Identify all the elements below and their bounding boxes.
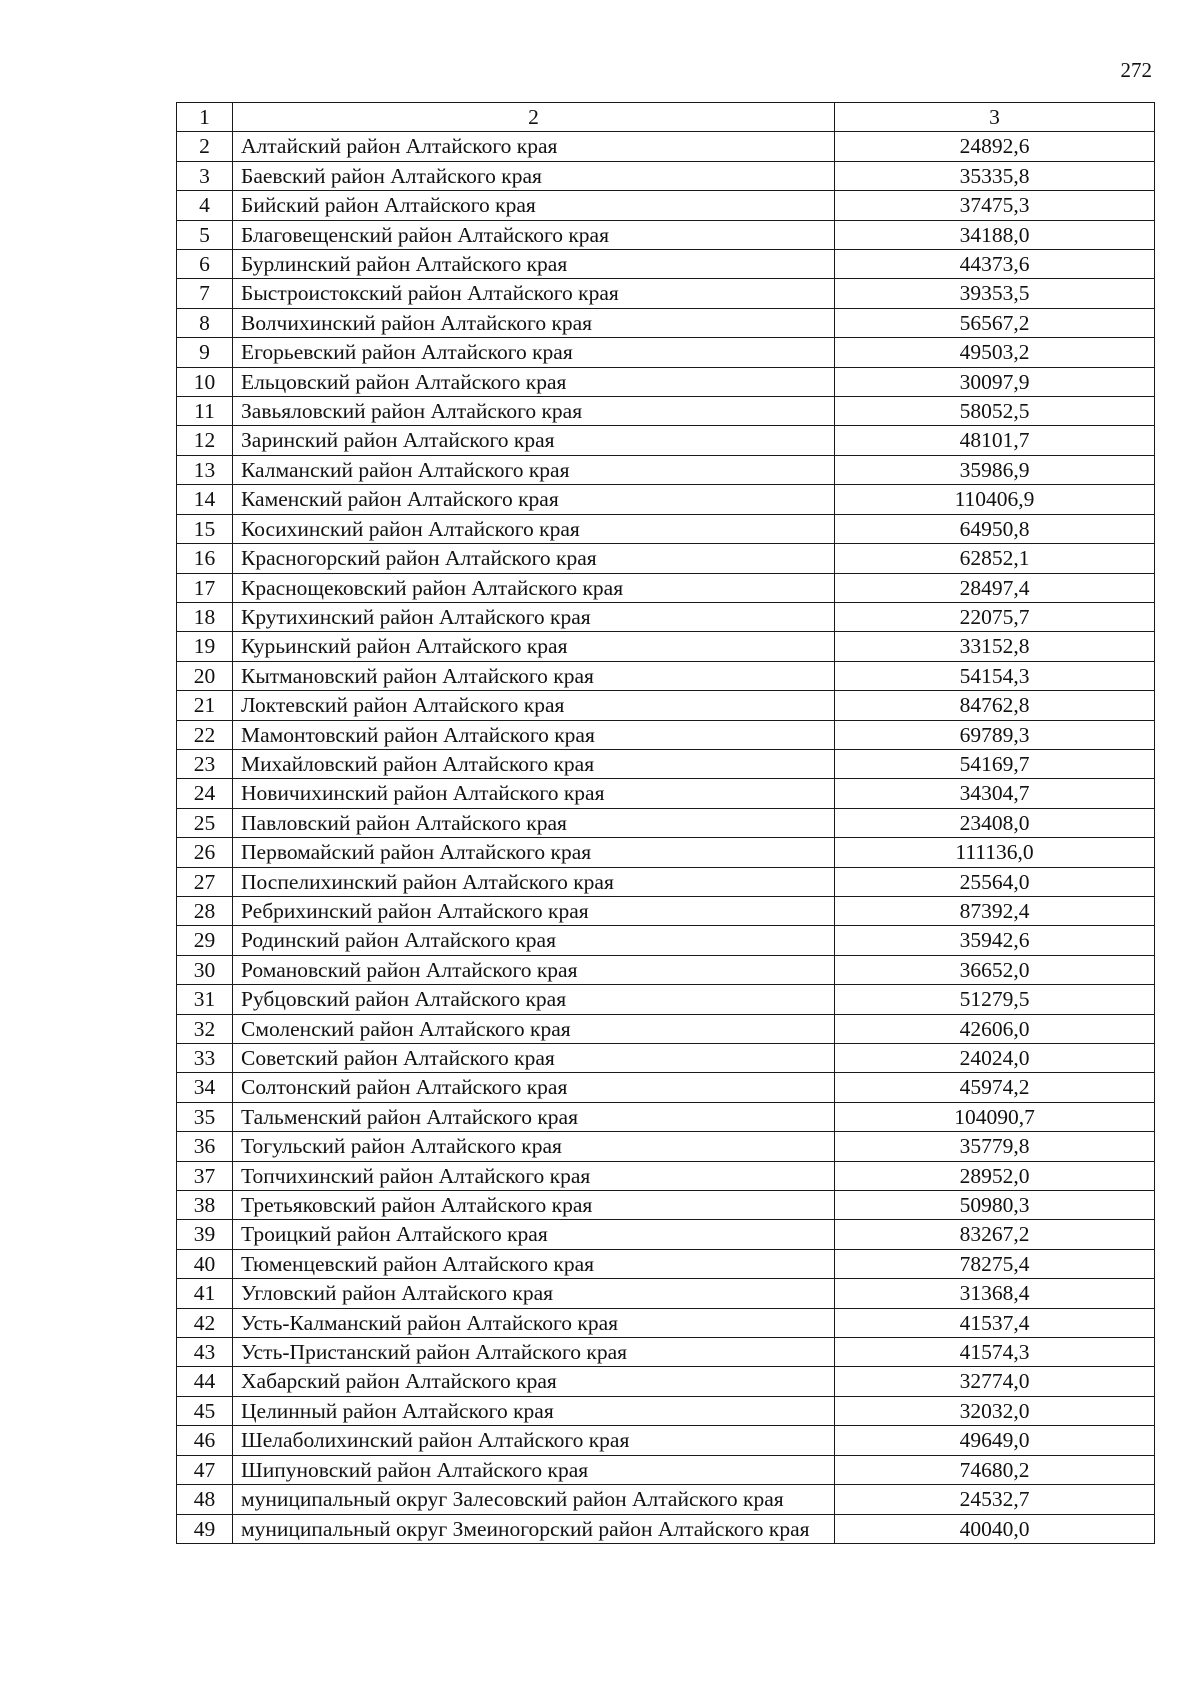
row-number: 48 <box>177 1485 233 1514</box>
header-col-1: 1 <box>177 103 233 132</box>
district-name: муниципальный округ Змеиногорский район Алтайского края <box>233 1514 835 1543</box>
table-row <box>177 1367 1155 1396</box>
district-name: Завьяловский район Алтайского края <box>233 397 835 426</box>
district-value: 110406,9 <box>835 485 1155 514</box>
table-row <box>177 514 1155 543</box>
row-number: 36 <box>177 1132 233 1161</box>
district-value: 39353,5 <box>835 279 1155 308</box>
row-number: 44 <box>177 1367 233 1396</box>
district-name: Красногорский район Алтайского края <box>233 544 835 573</box>
district-name: Первомайский район Алтайского края <box>233 838 835 867</box>
row-number: 20 <box>177 661 233 690</box>
table-row <box>177 1338 1155 1367</box>
district-value: 104090,7 <box>835 1102 1155 1131</box>
district-name: Угловский район Алтайского края <box>233 1279 835 1308</box>
district-value: 24024,0 <box>835 1044 1155 1073</box>
row-number: 23 <box>177 749 233 778</box>
row-number: 13 <box>177 455 233 484</box>
table-header-row <box>177 103 1155 132</box>
row-number: 21 <box>177 691 233 720</box>
district-name: Егорьевский район Алтайского края <box>233 338 835 367</box>
district-name: Баевский район Алтайского края <box>233 161 835 190</box>
table-row <box>177 1249 1155 1278</box>
row-number: 32 <box>177 1014 233 1043</box>
row-number: 37 <box>177 1161 233 1190</box>
row-number: 34 <box>177 1073 233 1102</box>
row-number: 12 <box>177 426 233 455</box>
row-number: 39 <box>177 1220 233 1249</box>
table-row <box>177 1073 1155 1102</box>
row-number: 18 <box>177 602 233 631</box>
district-value: 35335,8 <box>835 161 1155 190</box>
district-value: 25564,0 <box>835 867 1155 896</box>
district-name: Калманский район Алтайского края <box>233 455 835 484</box>
table-row <box>177 1396 1155 1425</box>
row-number: 38 <box>177 1191 233 1220</box>
table-row <box>177 573 1155 602</box>
table-row <box>177 602 1155 631</box>
district-name: Быстроистокский район Алтайского края <box>233 279 835 308</box>
table-row <box>177 1514 1155 1543</box>
row-number: 31 <box>177 985 233 1014</box>
district-name: Советский район Алтайского края <box>233 1044 835 1073</box>
table-row <box>177 1132 1155 1161</box>
district-value: 64950,8 <box>835 514 1155 543</box>
district-value: 62852,1 <box>835 544 1155 573</box>
page-number: 272 <box>1120 58 1152 82</box>
table-row <box>177 1220 1155 1249</box>
row-number: 33 <box>177 1044 233 1073</box>
table-row <box>177 220 1155 249</box>
row-number: 14 <box>177 485 233 514</box>
row-number: 17 <box>177 573 233 602</box>
table-row <box>177 397 1155 426</box>
district-name: Топчихинский район Алтайского края <box>233 1161 835 1190</box>
table-body <box>177 103 1155 1544</box>
district-name: Ельцовский район Алтайского края <box>233 367 835 396</box>
table-row <box>177 1279 1155 1308</box>
district-name: Крутихинский район Алтайского края <box>233 602 835 631</box>
row-number: 4 <box>177 191 233 220</box>
district-value: 35779,8 <box>835 1132 1155 1161</box>
data-table <box>176 102 1155 1544</box>
district-value: 44373,6 <box>835 250 1155 279</box>
district-value: 40040,0 <box>835 1514 1155 1543</box>
district-name: Бийский район Алтайского края <box>233 191 835 220</box>
row-number: 10 <box>177 367 233 396</box>
header-col-2: 2 <box>233 103 835 132</box>
table-row <box>177 1161 1155 1190</box>
district-name: Павловский район Алтайского края <box>233 808 835 837</box>
table-row <box>177 426 1155 455</box>
district-name: Романовский район Алтайского края <box>233 955 835 984</box>
row-number: 28 <box>177 896 233 925</box>
district-value: 74680,2 <box>835 1455 1155 1484</box>
district-name: Троицкий район Алтайского края <box>233 1220 835 1249</box>
table-row <box>177 132 1155 161</box>
district-value: 24892,6 <box>835 132 1155 161</box>
district-value: 28497,4 <box>835 573 1155 602</box>
district-name: Тальменский район Алтайского края <box>233 1102 835 1131</box>
district-value: 56567,2 <box>835 308 1155 337</box>
row-number: 3 <box>177 161 233 190</box>
district-value: 48101,7 <box>835 426 1155 455</box>
row-number: 24 <box>177 779 233 808</box>
district-name: Локтевский район Алтайского края <box>233 691 835 720</box>
row-number: 27 <box>177 867 233 896</box>
row-number: 49 <box>177 1514 233 1543</box>
district-name: Усть-Калманский район Алтайского края <box>233 1308 835 1337</box>
table-row <box>177 779 1155 808</box>
table-row <box>177 1014 1155 1043</box>
district-value: 34304,7 <box>835 779 1155 808</box>
district-value: 41574,3 <box>835 1338 1155 1367</box>
district-value: 22075,7 <box>835 602 1155 631</box>
header-col-3: 3 <box>835 103 1155 132</box>
table-row <box>177 720 1155 749</box>
district-value: 45974,2 <box>835 1073 1155 1102</box>
district-value: 28952,0 <box>835 1161 1155 1190</box>
district-name: Курьинский район Алтайского края <box>233 632 835 661</box>
district-value: 36652,0 <box>835 955 1155 984</box>
district-value: 69789,3 <box>835 720 1155 749</box>
table-row <box>177 1191 1155 1220</box>
row-number: 7 <box>177 279 233 308</box>
district-value: 54154,3 <box>835 661 1155 690</box>
district-name: Рубцовский район Алтайского края <box>233 985 835 1014</box>
table-row <box>177 1426 1155 1455</box>
district-name: Кытмановский район Алтайского края <box>233 661 835 690</box>
row-number: 25 <box>177 808 233 837</box>
district-value: 33152,8 <box>835 632 1155 661</box>
district-name: Поспелихинский район Алтайского края <box>233 867 835 896</box>
row-number: 40 <box>177 1249 233 1278</box>
row-number: 9 <box>177 338 233 367</box>
table-row <box>177 367 1155 396</box>
district-name: Хабарский район Алтайского края <box>233 1367 835 1396</box>
district-value: 49503,2 <box>835 338 1155 367</box>
table-row <box>177 661 1155 690</box>
district-value: 87392,4 <box>835 896 1155 925</box>
district-name: Родинский район Алтайского края <box>233 926 835 955</box>
row-number: 47 <box>177 1455 233 1484</box>
table-row <box>177 338 1155 367</box>
district-name: Бурлинский район Алтайского края <box>233 250 835 279</box>
table-row <box>177 691 1155 720</box>
row-number: 2 <box>177 132 233 161</box>
district-name: Каменский район Алтайского края <box>233 485 835 514</box>
table-row <box>177 308 1155 337</box>
district-name: Шипуновский район Алтайского края <box>233 1455 835 1484</box>
table-row <box>177 161 1155 190</box>
district-value: 35942,6 <box>835 926 1155 955</box>
district-value: 42606,0 <box>835 1014 1155 1043</box>
district-value: 54169,7 <box>835 749 1155 778</box>
district-value: 23408,0 <box>835 808 1155 837</box>
row-number: 46 <box>177 1426 233 1455</box>
table-row <box>177 1102 1155 1131</box>
table-row <box>177 485 1155 514</box>
row-number: 22 <box>177 720 233 749</box>
district-name: муниципальный округ Залесовский район Алтайского края <box>233 1485 835 1514</box>
district-value: 35986,9 <box>835 455 1155 484</box>
table-row <box>177 985 1155 1014</box>
row-number: 35 <box>177 1102 233 1131</box>
table-row <box>177 544 1155 573</box>
row-number: 26 <box>177 838 233 867</box>
row-number: 30 <box>177 955 233 984</box>
row-number: 5 <box>177 220 233 249</box>
district-value: 32774,0 <box>835 1367 1155 1396</box>
district-name: Благовещенский район Алтайского края <box>233 220 835 249</box>
district-value: 83267,2 <box>835 1220 1155 1249</box>
district-name: Усть-Пристанский район Алтайского края <box>233 1338 835 1367</box>
district-name: Третьяковский район Алтайского края <box>233 1191 835 1220</box>
district-value: 31368,4 <box>835 1279 1155 1308</box>
row-number: 11 <box>177 397 233 426</box>
district-name: Заринский район Алтайского края <box>233 426 835 455</box>
table-row <box>177 455 1155 484</box>
district-value: 111136,0 <box>835 838 1155 867</box>
district-value: 49649,0 <box>835 1426 1155 1455</box>
row-number: 16 <box>177 544 233 573</box>
district-name: Михайловский район Алтайского края <box>233 749 835 778</box>
table-row <box>177 1455 1155 1484</box>
table-row <box>177 1044 1155 1073</box>
district-value: 32032,0 <box>835 1396 1155 1425</box>
district-name: Косихинский район Алтайского края <box>233 514 835 543</box>
table-row <box>177 191 1155 220</box>
district-value: 30097,9 <box>835 367 1155 396</box>
district-value: 84762,8 <box>835 691 1155 720</box>
district-name: Ребрихинский район Алтайского края <box>233 896 835 925</box>
district-name: Волчихинский район Алтайского края <box>233 308 835 337</box>
table-row <box>177 279 1155 308</box>
district-name: Шелаболихинский район Алтайского края <box>233 1426 835 1455</box>
district-value: 37475,3 <box>835 191 1155 220</box>
district-name: Краснощековский район Алтайского края <box>233 573 835 602</box>
district-name: Целинный район Алтайского края <box>233 1396 835 1425</box>
district-value: 24532,7 <box>835 1485 1155 1514</box>
row-number: 19 <box>177 632 233 661</box>
district-value: 41537,4 <box>835 1308 1155 1337</box>
row-number: 8 <box>177 308 233 337</box>
table-row <box>177 955 1155 984</box>
row-number: 43 <box>177 1338 233 1367</box>
row-number: 29 <box>177 926 233 955</box>
district-name: Мамонтовский район Алтайского края <box>233 720 835 749</box>
district-value: 78275,4 <box>835 1249 1155 1278</box>
district-name: Тогульский район Алтайского края <box>233 1132 835 1161</box>
district-value: 51279,5 <box>835 985 1155 1014</box>
district-name: Алтайский район Алтайского края <box>233 132 835 161</box>
table-row <box>177 250 1155 279</box>
table-row <box>177 749 1155 778</box>
table-row <box>177 926 1155 955</box>
table-row <box>177 808 1155 837</box>
table-row <box>177 1308 1155 1337</box>
row-number: 42 <box>177 1308 233 1337</box>
row-number: 15 <box>177 514 233 543</box>
district-value: 50980,3 <box>835 1191 1155 1220</box>
district-value: 58052,5 <box>835 397 1155 426</box>
table-row <box>177 632 1155 661</box>
row-number: 45 <box>177 1396 233 1425</box>
table-row <box>177 896 1155 925</box>
table-row <box>177 838 1155 867</box>
district-name: Солтонский район Алтайского края <box>233 1073 835 1102</box>
district-name: Смоленский район Алтайского края <box>233 1014 835 1043</box>
row-number: 6 <box>177 250 233 279</box>
district-name: Тюменцевский район Алтайского края <box>233 1249 835 1278</box>
table-row <box>177 867 1155 896</box>
district-value: 34188,0 <box>835 220 1155 249</box>
row-number: 41 <box>177 1279 233 1308</box>
table-row <box>177 1485 1155 1514</box>
district-name: Новичихинский район Алтайского края <box>233 779 835 808</box>
